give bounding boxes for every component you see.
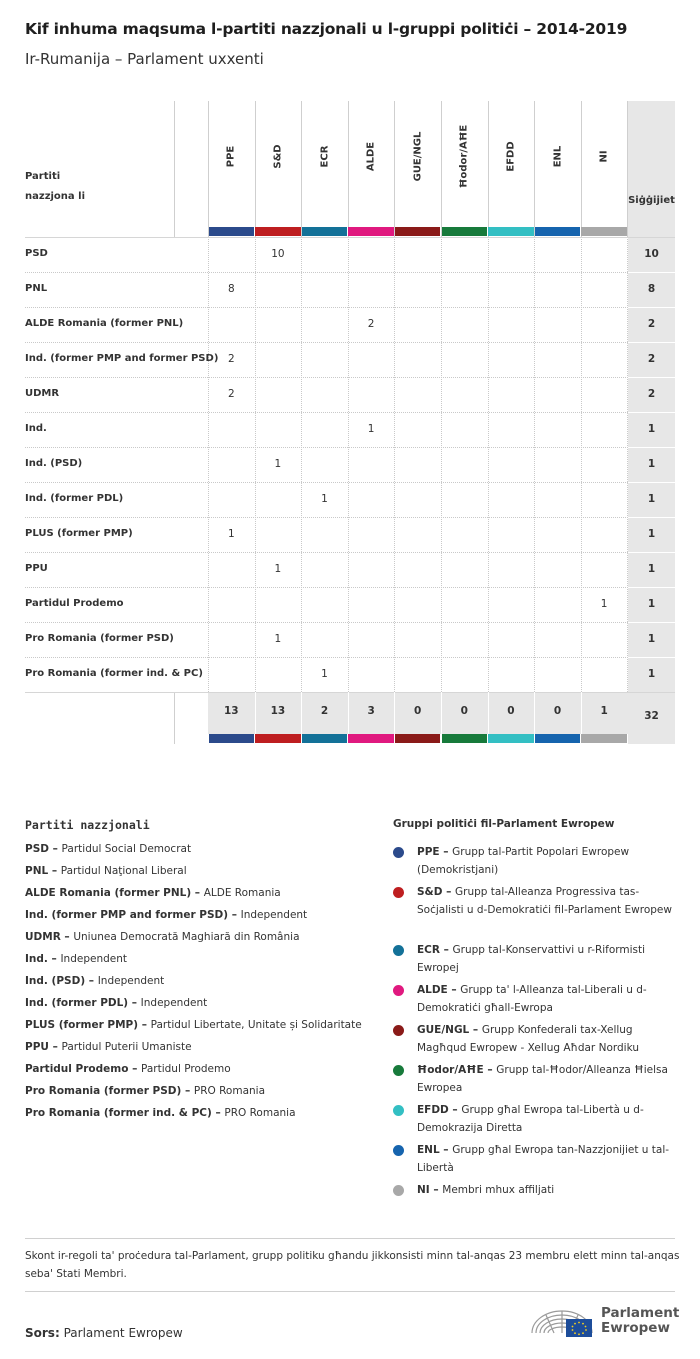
party-legend-item: [25, 909, 307, 921]
group-color-dot-icon: [393, 945, 404, 956]
party-legend-abbr: PNL –: [25, 865, 61, 877]
party-legend-name: PRO Romania: [193, 1085, 266, 1097]
row-party-label: PNL: [25, 283, 48, 294]
party-legend-name: Uniunea Democrată Maghiară din România: [73, 931, 300, 943]
row-party-label: PPU: [25, 563, 48, 574]
group-legend-text: S&D – Grupp tal-Alleanza Progressiva tas-Soċjalisti u d-Demokratiċi fil-Parlament Ewropew: [417, 886, 672, 916]
header-bottom-line: [25, 237, 675, 238]
row-separator: [25, 377, 628, 378]
group-total: 0: [553, 705, 562, 717]
party-legend-abbr: ALDE Romania (former PNL) –: [25, 887, 204, 899]
column-separator: [488, 237, 489, 692]
row-separator: [25, 307, 628, 308]
row-separator: [25, 587, 628, 588]
source-label: Sors:: [25, 1326, 60, 1340]
party-legend-abbr: Ind. –: [25, 953, 61, 965]
political-groups-legend-title: Gruppi politiċi fil-Parlament Ewropew: [393, 818, 615, 830]
footer-column-separator: [394, 692, 395, 734]
row-separator-total: [628, 657, 675, 658]
table-cell: 1: [274, 563, 282, 575]
column-separator: [301, 237, 302, 692]
group-color-strip: [535, 734, 581, 743]
group-color-strip: [442, 227, 488, 236]
row-separator: [25, 517, 628, 518]
header-column-separator: [301, 101, 302, 237]
group-color-dot-icon: [393, 1105, 404, 1116]
column-separator: [581, 237, 582, 692]
page-title: Kif inhuma maqsuma l-partiti nazzjonali u l-gruppi politiċi – 2014-2019: [25, 20, 628, 38]
parliament-hemicycle-icon: [530, 1301, 596, 1341]
footer-column-separator: [441, 692, 442, 734]
group-color-strip: [488, 734, 534, 743]
column-separator: [441, 237, 442, 692]
group-legend-text: EFDD – Grupp għal Ewropa tal-Libertà u d-Demokrazija Diretta: [417, 1104, 644, 1134]
party-legend-name: PRO Romania: [224, 1107, 296, 1119]
header-column-separator: [208, 101, 209, 237]
logo-line-2: Ewropew: [601, 1320, 670, 1336]
party-legend-item: [25, 1107, 296, 1119]
column-separator: [348, 237, 349, 692]
row-total: 1: [647, 633, 656, 645]
page-subtitle: Ir-Rumanija – Parlament uxxenti: [25, 50, 264, 68]
group-color-strip: [255, 734, 301, 743]
table-cell: 2: [367, 318, 375, 330]
row-party-label: Ind. (former PMP and former PSD): [25, 353, 219, 364]
party-legend-name: Independent: [240, 909, 308, 921]
row-separator: [25, 657, 628, 658]
row-party-label: Pro Romania (former PSD): [25, 633, 174, 644]
row-separator-total: [628, 552, 675, 553]
group-header-efdd: EFDD: [505, 141, 517, 172]
header-column-separator: [255, 101, 256, 237]
footer-column-separator: [301, 692, 302, 734]
logo-line-1: Parlament: [601, 1305, 680, 1321]
header-separator: [174, 101, 175, 237]
group-legend-text: Ħodor/AĦE – Grupp tal-Ħodor/Alleanza Ħielsa Ewropea: [417, 1064, 668, 1094]
group-header-ni: NI: [598, 150, 610, 163]
european-parliament-logo[interactable]: [530, 1301, 680, 1341]
party-legend-item: [25, 1063, 231, 1075]
row-total: 1: [647, 458, 656, 470]
group-legend-text: ENL – Grupp għal Ewropa tan-Nazzjonijiet u tal-Libertà: [417, 1144, 670, 1174]
footer-column-separator: [488, 692, 489, 734]
row-party-label: UDMR: [25, 388, 60, 399]
footer-separator: [174, 692, 175, 744]
party-legend-abbr: Pro Romania (former PSD) –: [25, 1085, 194, 1097]
header-column-separator: [534, 101, 535, 237]
column-separator: [534, 237, 535, 692]
group-header-ppe: PPE: [225, 145, 237, 168]
footer-column-separator: [348, 692, 349, 734]
row-separator-total: [628, 377, 675, 378]
party-legend-abbr: Pro Romania (former ind. & PC) –: [25, 1107, 225, 1119]
footer-column-separator: [581, 692, 582, 734]
party-legend-item: [25, 975, 164, 987]
row-total: 2: [647, 318, 656, 330]
table-cell: 1: [321, 668, 328, 680]
table-cell: 1: [274, 633, 282, 645]
row-total: 2: [647, 388, 656, 400]
party-legend-item: [25, 1085, 265, 1097]
row-total: 10: [644, 248, 659, 260]
row-party-label: Pro Romania (former ind. & PC): [25, 668, 203, 679]
party-legend-name: Independent: [140, 997, 208, 1009]
grand-total: 32: [644, 710, 659, 722]
party-legend-item: [25, 997, 207, 1009]
divider: [25, 1291, 675, 1292]
group-color-dot-icon: [393, 1185, 404, 1196]
header-column-separator: [441, 101, 442, 237]
row-total: 8: [647, 283, 656, 295]
row-total: 1: [647, 423, 656, 435]
party-legend-item: [25, 931, 300, 943]
row-total: 1: [647, 528, 656, 540]
party-legend-abbr: Ind. (former PMP and former PSD) –: [25, 909, 241, 921]
table-cell: 8: [227, 283, 235, 295]
group-color-strip: [302, 227, 348, 236]
group-header-ecr: ECR: [319, 145, 330, 168]
row-total: 1: [647, 563, 656, 575]
group-color-strip: [442, 734, 488, 743]
group-legend-text: PPE – Grupp tal-Partit Popolari Ewropew (Demokristjani): [417, 846, 630, 876]
row-party-label: Partidul Prodemo: [25, 598, 124, 609]
source-value: Parlament Ewropew: [63, 1326, 183, 1340]
seat-distribution-table: [25, 101, 675, 743]
party-legend-item: [25, 843, 191, 855]
group-header-odorae: Ħodor/AĦE: [458, 124, 470, 189]
table-cell: 1: [600, 598, 608, 610]
row-total: 1: [647, 668, 656, 680]
row-party-label: PLUS (former PMP): [25, 528, 133, 539]
group-color-strip: [209, 227, 255, 236]
party-legend-name: Partidul Prodemo: [140, 1063, 231, 1075]
row-separator-total: [628, 622, 675, 623]
row-separator: [25, 482, 628, 483]
row-separator: [25, 447, 628, 448]
party-legend-abbr: PPU –: [25, 1041, 62, 1053]
header-column-separator: [581, 101, 582, 237]
body-bottom-line: [25, 692, 675, 693]
group-legend-text: ECR – Grupp tal-Konservattivi u r-Riformisti Ewropej: [417, 944, 646, 974]
row-total: 1: [647, 598, 656, 610]
row-party-label: Ind. (former PDL): [25, 493, 124, 504]
logo-text: [601, 1306, 679, 1336]
party-legend-item: [25, 1019, 362, 1031]
group-legend-text: ALDE – Grupp ta' l-Alleanza tal-Liberali u d-Demokratiċi għall-Ewropa: [417, 984, 647, 1014]
row-separator-total: [628, 482, 675, 483]
column-separator: [208, 237, 209, 692]
group-color-strip: [348, 734, 394, 743]
group-header-enl: ENL: [552, 145, 563, 168]
party-legend-name: Independent: [97, 975, 165, 987]
group-total: 1: [600, 705, 608, 717]
source: [25, 1326, 183, 1340]
group-color-dot-icon: [393, 1025, 404, 1036]
divider: [25, 1238, 675, 1239]
party-legend-name: ALDE Romania: [203, 887, 281, 899]
row-separator: [25, 412, 628, 413]
group-color-strip: [535, 227, 581, 236]
row-separator: [25, 552, 628, 553]
row-separator: [25, 272, 628, 273]
party-legend-item: [25, 887, 281, 899]
table-cell: 1: [321, 493, 328, 505]
table-cell: 2: [227, 388, 235, 400]
row-separator: [25, 342, 628, 343]
group-color-dot-icon: [393, 1145, 404, 1156]
group-color-strip: [255, 227, 301, 236]
row-separator-total: [628, 307, 675, 308]
group-total: 3: [367, 705, 375, 717]
group-color-strip: [348, 227, 394, 236]
row-separator-total: [628, 447, 675, 448]
party-legend-abbr: Ind. (PSD) –: [25, 975, 98, 987]
party-legend-name: Partidul Social Democrat: [61, 843, 192, 855]
header-column-separator: [627, 101, 628, 237]
group-color-strip: [581, 734, 627, 743]
group-header-sd: S&D: [272, 144, 284, 169]
table-cell: 2: [227, 353, 235, 365]
row-total: 1: [647, 493, 656, 505]
group-color-dot-icon: [393, 1065, 404, 1076]
group-header-guengl: GUE/NGL: [412, 131, 424, 182]
group-header-alde: ALDE: [365, 141, 377, 172]
row-party-label: PSD: [25, 248, 48, 259]
group-color-strip: [488, 227, 534, 236]
party-legend-name: Partidul Naţional Liberal: [60, 865, 187, 877]
group-legend-text: NI – Membri mhux affiljati: [417, 1184, 555, 1196]
table-cell: 1: [274, 458, 282, 470]
footnote: Skont ir-regoli ta' proċedura tal-Parlament, grupp politiku għandu jikkonsisti minn tal-anqas 23 membru elett minn tal-anqas seba' Stati Membri.: [25, 1250, 680, 1280]
table-cell: 1: [227, 528, 235, 540]
footer-column-separator: [534, 692, 535, 734]
row-separator-total: [628, 587, 675, 588]
party-legend-abbr: Partidul Prodemo –: [25, 1063, 141, 1075]
group-color-strip: [302, 734, 348, 743]
row-separator-total: [628, 517, 675, 518]
footer-column-separator: [255, 692, 256, 734]
group-total: 0: [460, 705, 468, 717]
group-total: 13: [223, 705, 239, 717]
header-column-separator: [348, 101, 349, 237]
party-legend-abbr: PLUS (former PMP) –: [25, 1019, 151, 1031]
party-legend-item: [25, 1041, 192, 1053]
seats-column-header: Siġġijiet: [628, 195, 675, 206]
group-total: 13: [270, 705, 286, 717]
group-color-dot-icon: [393, 847, 404, 858]
party-column-header: Partiti nazzjona li: [25, 171, 86, 202]
group-total: 2: [320, 705, 329, 717]
row-separator: [25, 622, 628, 623]
group-color-dot-icon: [393, 887, 404, 898]
party-legend-name: Partidul Puterii Umaniste: [61, 1041, 192, 1053]
group-legend-text: GUE/NGL – Grupp Konfederali tax-Xellug Magħqud Ewropew - Xellug Aħdar Nordiku: [417, 1024, 639, 1054]
row-party-label: Ind. (PSD): [25, 458, 83, 469]
row-separator-total: [628, 342, 675, 343]
party-legend-abbr: Ind. (former PDL) –: [25, 997, 141, 1009]
header-column-separator: [488, 101, 489, 237]
table-cell: 10: [271, 248, 285, 260]
header-column-separator: [394, 101, 395, 237]
row-separator-total: [628, 412, 675, 413]
row-separator-total: [628, 272, 675, 273]
party-legend-name: Partidul Libertate, Unitate și Solidaritate: [150, 1019, 362, 1031]
party-legend-name: Independent: [60, 953, 128, 965]
group-total: 0: [507, 705, 515, 717]
group-color-strip: [395, 734, 441, 743]
row-total: 2: [647, 353, 656, 365]
group-color-strip: [395, 227, 441, 236]
group-color-dot-icon: [393, 985, 404, 996]
party-legend-abbr: UDMR –: [25, 931, 74, 943]
party-legend-item: [25, 953, 127, 965]
row-party-label: ALDE Romania (former PNL): [25, 318, 184, 329]
group-total: 0: [414, 705, 422, 717]
group-color-strip: [209, 734, 255, 743]
party-legend-item: [25, 865, 187, 877]
national-parties-legend-title: Partiti nazzjonali: [25, 818, 150, 832]
table-cell: 1: [367, 423, 375, 435]
party-legend-abbr: PSD –: [25, 843, 62, 855]
group-color-strip: [581, 227, 627, 236]
row-party-label: Ind.: [25, 423, 47, 434]
column-separator: [394, 237, 395, 692]
